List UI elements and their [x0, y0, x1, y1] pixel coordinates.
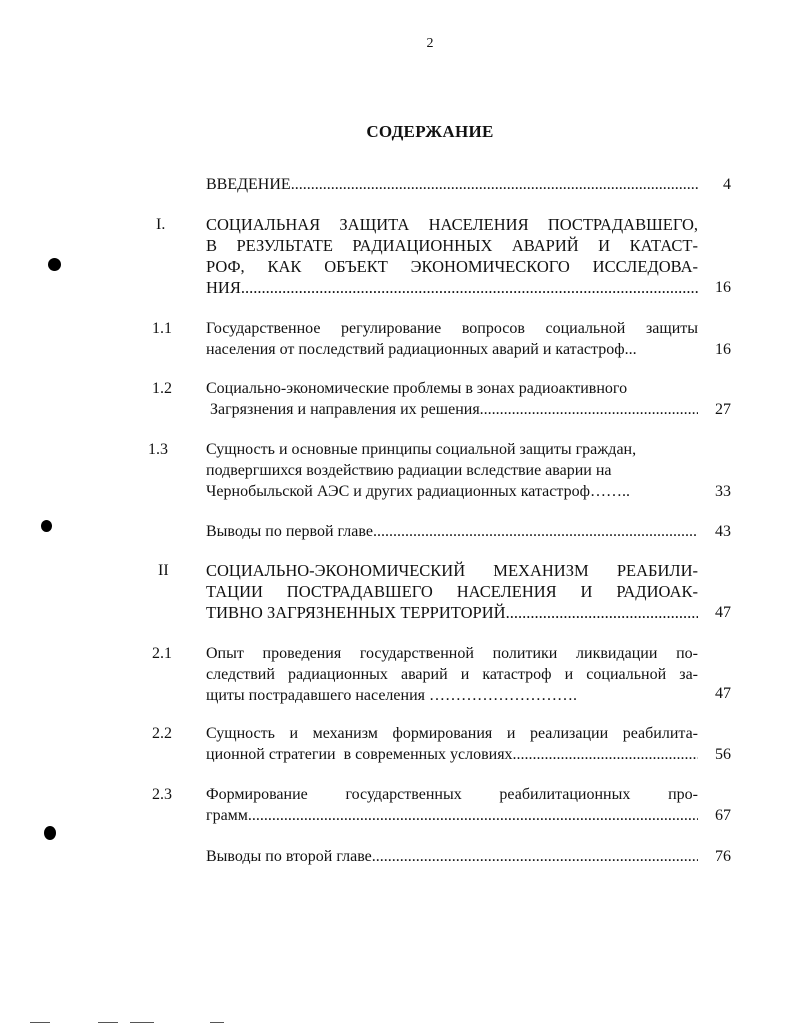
toc-entry-number: 2.2: [152, 725, 172, 742]
toc-entry-page: 16: [715, 279, 731, 296]
toc-entry-number: 1.3: [148, 441, 168, 458]
dot-leader: [373, 521, 698, 542]
scan-mark: [98, 1022, 118, 1023]
toc-entry-number: I.: [156, 216, 166, 233]
scan-mark: [210, 1022, 224, 1023]
dot-leader: [513, 744, 698, 765]
toc-entry-page: 47: [715, 604, 731, 621]
scan-mark: [30, 1022, 50, 1023]
toc-entry-text: Формирование государственных реабилитационных про- грамм .....: [206, 784, 698, 826]
toc-entry-text: ВВЕДЕНИЕ .....: [206, 174, 698, 195]
toc-entry-page: 76: [715, 848, 731, 865]
scan-speck: [41, 520, 52, 532]
toc-entry-page: 43: [715, 523, 731, 540]
toc-entry-number: 2.3: [152, 786, 172, 803]
dot-leader: [506, 602, 698, 623]
scan-speck: [48, 258, 61, 271]
toc-entry-text: Опыт проведения государственной политики ликвидации по- следствий радиационных аварий и катастроф и социальной за- щиты пострадавшего населения ……………………….: [206, 645, 698, 704]
toc-entry-number: 2.1: [152, 645, 172, 662]
toc-entry-text: Государственное регулирование вопросов социальной защиты населения от последствий радиационных аварий и катастроф...: [206, 320, 698, 358]
toc-entry-text: Сущность и механизм формирования и реализации реабилита- ционной стратегии в современных условиях .....: [206, 723, 698, 765]
dot-leader: [372, 846, 698, 867]
dot-leader: [248, 805, 698, 826]
toc-entry-number: 1.2: [152, 380, 172, 397]
toc-title: СОДЕРЖАНИЕ: [366, 122, 494, 141]
toc-entry-text: Социально-экономические проблемы в зонах радиоактивного Загрязнения и направления их решения .....: [206, 378, 698, 420]
scan-mark: [130, 1022, 154, 1023]
toc-entry-page: 67: [715, 807, 731, 824]
scan-speck: [44, 826, 56, 840]
toc-entry-page: 16: [715, 341, 731, 358]
toc-entry-page: 27: [715, 401, 731, 418]
toc-entry-text: Выводы по первой главе .....: [206, 521, 698, 542]
toc-entry-page: 47: [715, 685, 731, 702]
toc-entry-text: Выводы по второй главе .....: [206, 846, 698, 867]
toc-entry-text: СОЦИАЛЬНАЯ ЗАЩИТА НАСЕЛЕНИЯ ПОСТРАДАВШЕГО, В РЕЗУЛЬТАТЕ РАДИАЦИОННЫХ АВАРИЙ И КАТАСТ- РОФ, КАК ОБЪЕКТ ЭКОНОМИЧЕСКОГО ИССЛЕДОВА- НИЯ .....: [206, 214, 698, 298]
toc-entry-text: Сущность и основные принципы социальной защиты граждан, подвергшихся воздействию радиации вследствие аварии на Чернобыльской АЭС и других радиационных катастроф……..: [206, 441, 637, 500]
page-number: 2: [426, 36, 434, 51]
dot-leader: [291, 174, 698, 195]
dot-leader: [480, 399, 698, 420]
toc-entry-page: 4: [723, 176, 731, 193]
toc-entry-number: 1.1: [152, 320, 172, 337]
toc-entry-page: 33: [715, 483, 731, 500]
dot-leader: [241, 277, 698, 298]
toc-entry-number: II: [158, 562, 169, 579]
toc-entry-text: СОЦИАЛЬНО-ЭКОНОМИЧЕСКИЙ МЕХАНИЗМ РЕАБИЛИ- ТАЦИИ ПОСТРАДАВШЕГО НАСЕЛЕНИЯ И РАДИОАК- ТИВНО ЗАГРЯЗНЕННЫХ ТЕРРИТОРИЙ .....: [206, 560, 698, 623]
toc-entry-page: 56: [715, 746, 731, 763]
